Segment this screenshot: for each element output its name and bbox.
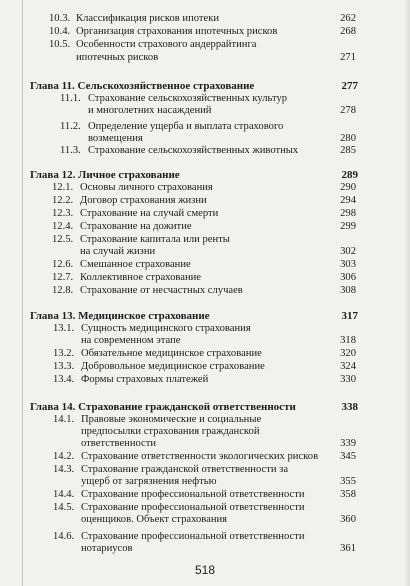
toc-entry-title: Страхование сельскохозяйственных животных bbox=[88, 145, 299, 156]
toc-entry-title: Правовые экономические и социальные bbox=[81, 414, 262, 425]
toc-entry-page: 299 bbox=[340, 221, 356, 232]
toc-entry-page: 278 bbox=[340, 105, 356, 116]
toc-entry-number: 14.2. bbox=[53, 451, 75, 462]
toc-entry-number: 11.3. bbox=[60, 145, 81, 156]
toc-entry-number: 12.6. bbox=[52, 259, 74, 270]
toc-entry-page: 320 bbox=[340, 348, 356, 359]
toc-entry-page: 324 bbox=[340, 361, 356, 372]
toc-entry-page: 355 bbox=[340, 476, 356, 487]
toc-entry-title: Страхование от несчастных случаев bbox=[80, 285, 243, 296]
toc-entry-number: 11.1. bbox=[60, 93, 81, 104]
toc-entry-number: 13.4. bbox=[53, 374, 75, 385]
toc-entry-title: на современном этапе bbox=[81, 335, 181, 346]
toc-entry-title: Страхование профессиональной ответственности bbox=[81, 502, 305, 513]
toc-entry-title: на случай жизни bbox=[80, 246, 156, 257]
toc-entry-title: Смешанное страхование bbox=[80, 259, 191, 270]
page-edge-shadow bbox=[404, 0, 410, 586]
toc-entry-page: 308 bbox=[340, 285, 356, 296]
chapter-12-page: 289 bbox=[341, 169, 358, 181]
toc-entry-number: 13.2. bbox=[53, 348, 75, 359]
toc-entry-number: 14.5. bbox=[53, 502, 75, 513]
chapter-14-page: 338 bbox=[341, 401, 358, 413]
toc-entry-title: Страхование капитала или ренты bbox=[80, 234, 230, 245]
toc-entry-page: 268 bbox=[340, 26, 356, 37]
chapter-12-title: Глава 12. Личное страхование bbox=[30, 169, 180, 181]
toc-entry-page: 303 bbox=[340, 259, 356, 270]
toc-entry-page: 271 bbox=[340, 52, 356, 63]
chapter-11-page: 277 bbox=[341, 80, 358, 92]
toc-entry-page: 285 bbox=[340, 145, 356, 156]
toc-entry-number: 12.5. bbox=[52, 234, 74, 245]
chapter-13-page: 317 bbox=[341, 310, 358, 322]
toc-entry-number: 12.2. bbox=[52, 195, 74, 206]
toc-entry-title: Особенности страхового андеррайтинга bbox=[76, 39, 257, 50]
chapter-14-title: Глава 14. Страхование гражданской ответственности bbox=[30, 401, 296, 413]
toc-entry-number: 10.4. bbox=[49, 26, 71, 37]
toc-entry-title: Определение ущерба и выплата страхового bbox=[88, 121, 284, 132]
chapter-11-title: Глава 11. Сельскохозяйственное страхование bbox=[30, 80, 255, 92]
toc-entry-title: Сущность медицинского страхования bbox=[81, 323, 251, 334]
toc-entry-title: ипотечных рисков bbox=[76, 52, 159, 63]
toc-entry-page: 306 bbox=[340, 272, 356, 283]
toc-entry-title: оценщиков. Объект страхования bbox=[81, 514, 228, 525]
toc-entry-title: Добровольное медицинское страхование bbox=[81, 361, 265, 372]
toc-entry-title: Страхование сельскохозяйственных культур bbox=[88, 93, 288, 104]
toc-entry-title: предпосылки страхования гражданской bbox=[81, 426, 260, 437]
toc-entry-number: 14.6. bbox=[53, 531, 75, 542]
toc-entry-title: ущерб от загрязнения нефтью bbox=[81, 476, 217, 487]
toc-entry-number: 10.3. bbox=[49, 13, 71, 24]
toc-entry-number: 12.1. bbox=[52, 182, 74, 193]
toc-entry-title: нотариусов bbox=[81, 543, 133, 554]
toc-entry-page: 339 bbox=[340, 438, 356, 449]
toc-entry-title: Страхование на дожитие bbox=[80, 221, 192, 232]
toc-entry-title: Страхование гражданской ответственности за bbox=[81, 464, 289, 475]
toc-entry-number: 14.1. bbox=[53, 414, 75, 425]
toc-entry-title: Основы личного страхования bbox=[80, 182, 213, 193]
toc-entry-page: 318 bbox=[340, 335, 356, 346]
toc-entry-number: 12.4. bbox=[52, 221, 74, 232]
toc-entry-title: Страхование на случай смерти bbox=[80, 208, 219, 219]
toc-entry-title: Страхование профессиональной ответственности bbox=[81, 531, 305, 542]
toc-entry-title: и многолетних насаждений bbox=[88, 105, 212, 116]
toc-entry-title: Страхование ответственности экологических рисков bbox=[81, 451, 319, 462]
toc-entry-title: Формы страховых платежей bbox=[81, 374, 209, 385]
toc-entry-page: 358 bbox=[340, 489, 356, 500]
toc-entry-number: 12.8. bbox=[52, 285, 74, 296]
toc-entry-number: 13.1. bbox=[53, 323, 75, 334]
toc-entry-number: 14.3. bbox=[53, 464, 75, 475]
page-number: 518 bbox=[194, 563, 216, 577]
toc-entry-title: Договор страхования жизни bbox=[80, 195, 207, 206]
toc-entry-page: 294 bbox=[340, 195, 356, 206]
toc-entry-page: 262 bbox=[340, 13, 356, 24]
toc-entry-page: 290 bbox=[340, 182, 356, 193]
page-gutter-rule bbox=[22, 0, 23, 586]
toc-entry-title: Организация страхования ипотечных рисков bbox=[76, 26, 278, 37]
toc-entry-page: 302 bbox=[340, 246, 356, 257]
toc-entry-title: ответственности bbox=[81, 438, 157, 449]
toc-entry-number: 11.2. bbox=[60, 121, 81, 132]
toc-entry-page: 330 bbox=[340, 374, 356, 385]
toc-entry-title: Обязательное медицинское страхование bbox=[81, 348, 262, 359]
toc-entry-page: 298 bbox=[340, 208, 356, 219]
toc-entry-title: Коллективное страхование bbox=[80, 272, 201, 283]
toc-entry-title: Классификация рисков ипотеки bbox=[76, 13, 220, 24]
toc-entry-page: 345 bbox=[340, 451, 356, 462]
chapter-13-title: Глава 13. Медицинское страхование bbox=[30, 310, 210, 322]
toc-entry-number: 14.4. bbox=[53, 489, 75, 500]
toc-entry-number: 12.7. bbox=[52, 272, 74, 283]
toc-entry-page: 280 bbox=[340, 133, 356, 144]
toc-entry-number: 10.5. bbox=[49, 39, 71, 50]
toc-entry-title: возмещения bbox=[88, 133, 143, 144]
toc-entry-page: 361 bbox=[340, 543, 356, 554]
toc-entry-title: Страхование профессиональной ответственности bbox=[81, 489, 305, 500]
toc-entry-page: 360 bbox=[340, 514, 356, 525]
toc-entry-number: 12.3. bbox=[52, 208, 74, 219]
toc-entry-number: 13.3. bbox=[53, 361, 75, 372]
